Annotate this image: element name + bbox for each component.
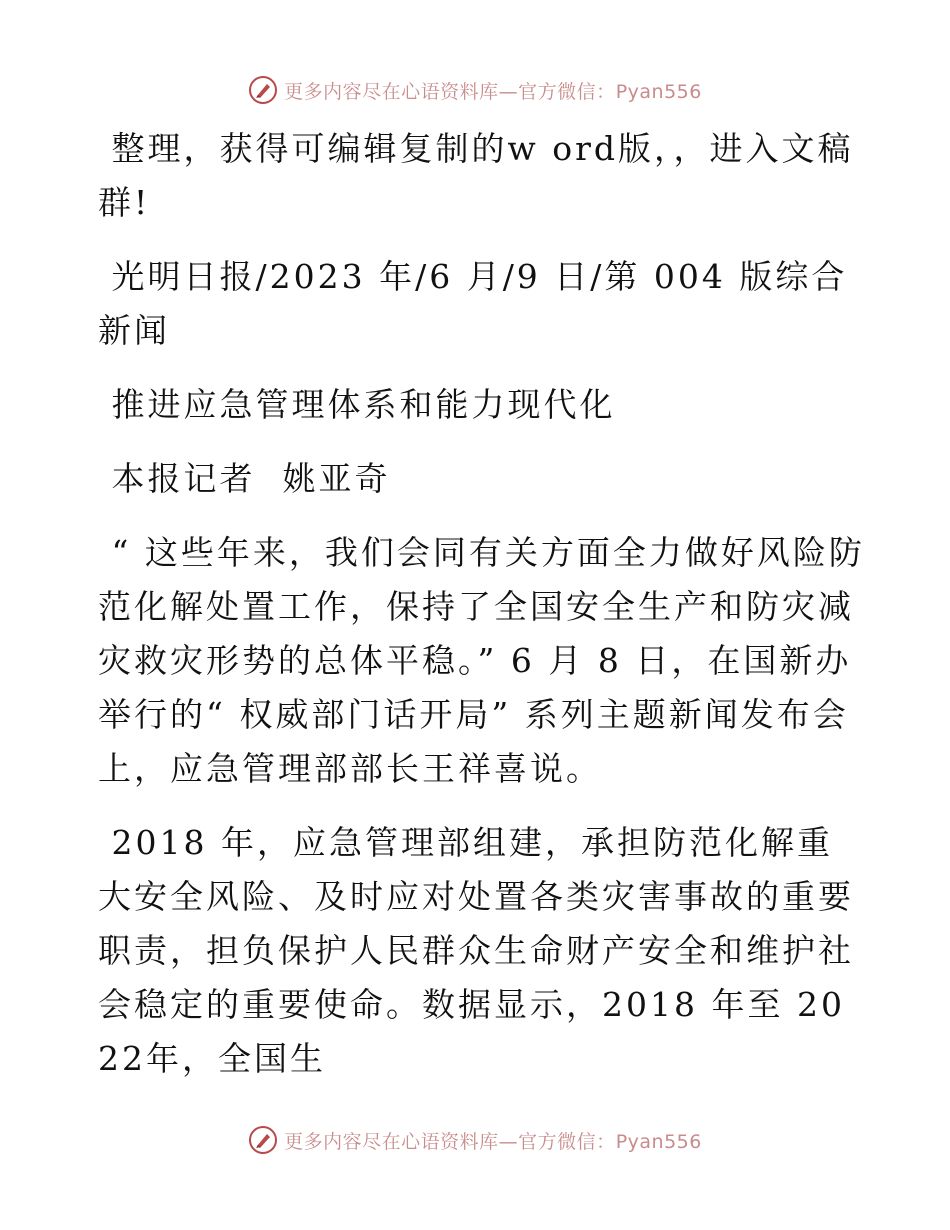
footer-banner-text [284, 1127, 702, 1154]
footer-watermark-banner [0, 1120, 950, 1160]
footer-wechat-label: 官方微信： [518, 1130, 616, 1153]
header-banner-text [284, 77, 702, 104]
article-title: 推进应急管理体系和能力现代化 [98, 385, 616, 424]
header-wechat-label: 官方微信： [518, 80, 616, 103]
paragraph-body: 2018 年，应急管理部组建，承担防范化解重大安全风险、及时应对处置各类灾害事故的重要职责，担负保护人民群众生命财产安全和维护社会稳定的重要使命。数据显示，2018 年至 2022年，全国生 [98, 823, 854, 1078]
paragraph-quote: “ 这些年来，我们会同有关方面全力做好风险防范化解处置工作，保持了全国安全生产和防灾减灾救灾形势的总体平稳。” 6 月 8 日，在国新办举行的“ 权威部门话开局” 系列主题新闻发布会上，应急管理部部长王祥喜说。 [98, 533, 865, 788]
footer-site-text: 更多内容尽在心语资料库 [284, 1130, 499, 1153]
header-dash: — [498, 80, 519, 103]
header-watermark-banner [0, 70, 950, 110]
header-wechat-id: Pyan556 [615, 80, 702, 103]
pen-logo-icon [248, 1125, 278, 1155]
header-site-text: 更多内容尽在心语资料库 [284, 80, 499, 103]
paragraph-intro: 整理，获得可编辑复制的w ord版，，进入文稿群! [98, 129, 854, 222]
paragraph-source-line: 光明日报/2023 年/6 月/9 日/第 004 版综合新闻 [98, 257, 848, 350]
pen-logo-icon [248, 75, 278, 105]
footer-dash: — [498, 1130, 519, 1153]
document-body [98, 122, 868, 1106]
article-byline: 本报记者 姚亚奇 [98, 459, 391, 498]
footer-wechat-id: Pyan556 [615, 1130, 702, 1153]
